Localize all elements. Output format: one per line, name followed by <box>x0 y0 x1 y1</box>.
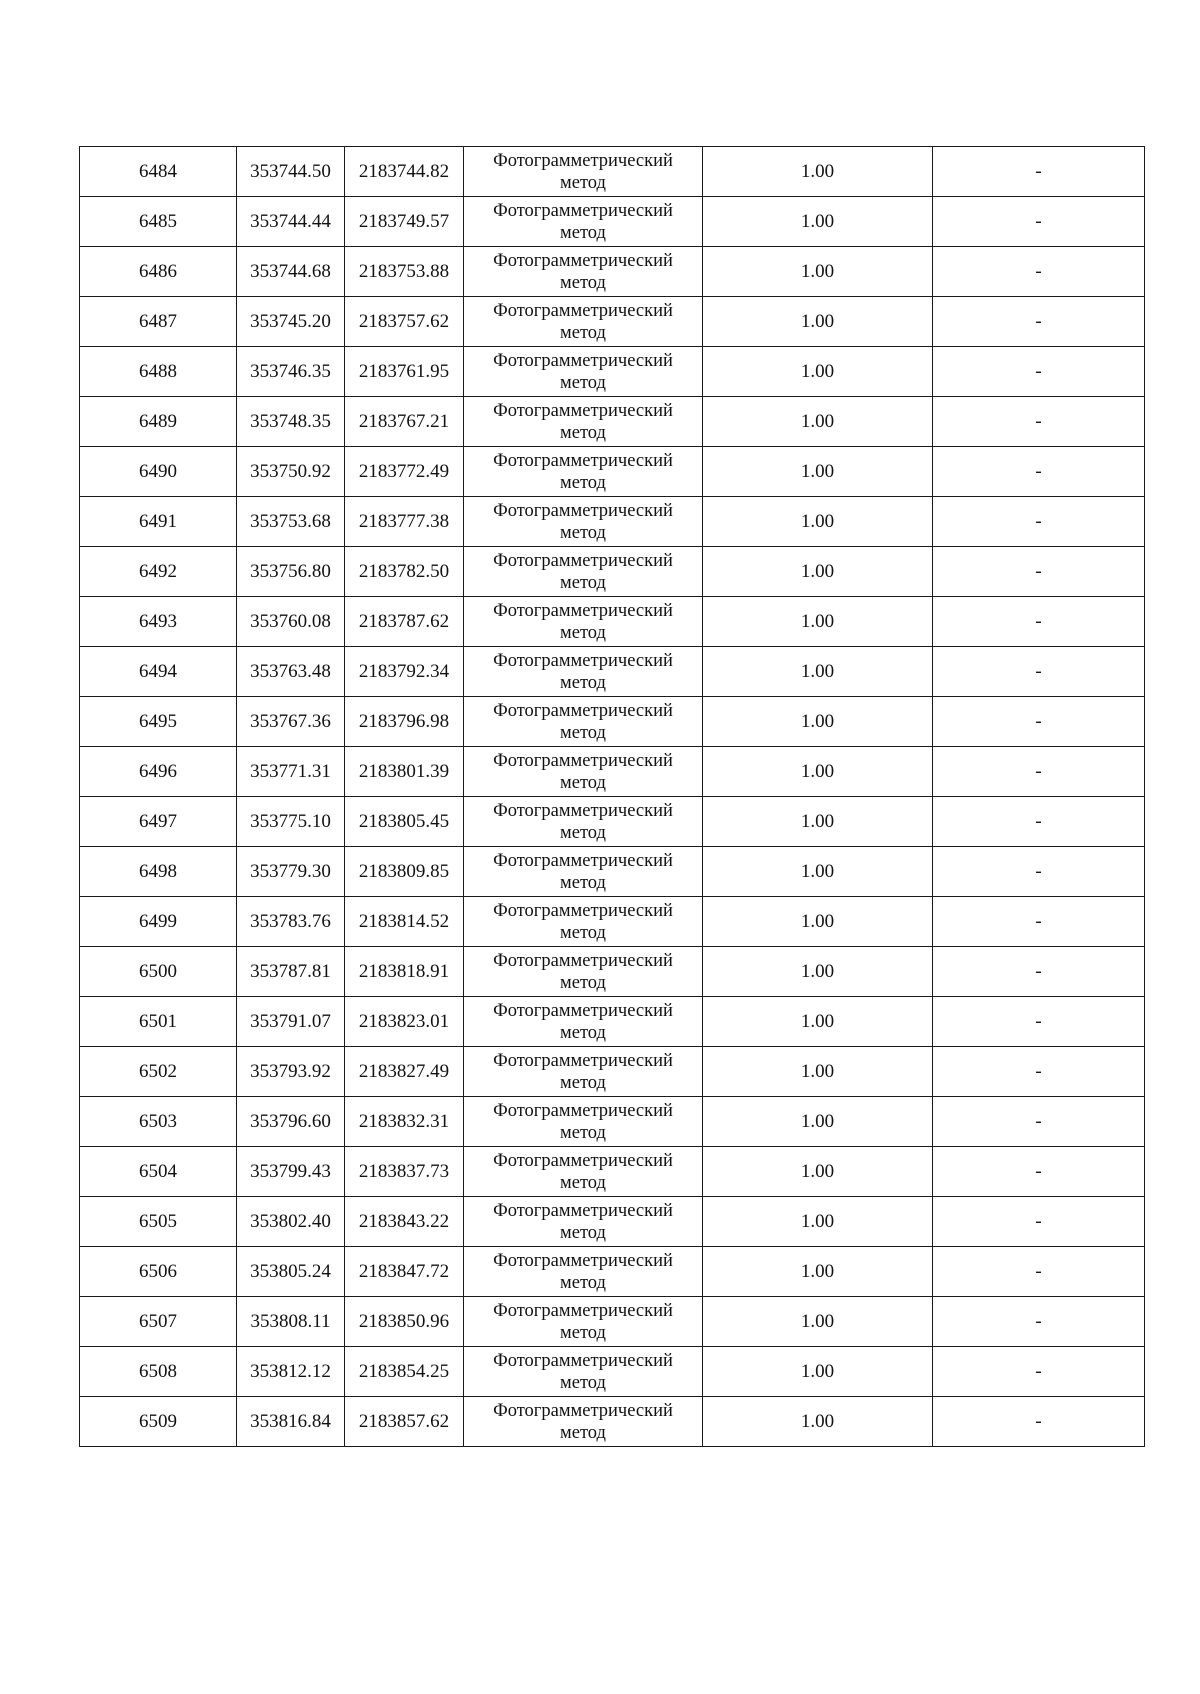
accuracy-cell: 1.00 <box>703 1147 933 1197</box>
x-coordinate-cell: 353802.40 <box>237 1197 345 1247</box>
note-cell: - <box>933 797 1145 847</box>
y-coordinate-cell: 2183827.49 <box>345 1047 464 1097</box>
y-coordinate-cell: 2183814.52 <box>345 897 464 947</box>
method-line-2: метод <box>560 822 606 843</box>
method-cell <box>464 397 703 447</box>
x-coordinate-cell: 353744.68 <box>237 247 345 297</box>
method-line-1: Фотограмметрический <box>493 950 673 971</box>
table-row <box>80 397 1145 447</box>
method-line-2: метод <box>560 772 606 793</box>
accuracy-cell: 1.00 <box>703 1397 933 1447</box>
method-line-2: метод <box>560 872 606 893</box>
point-number-cell: 6505 <box>80 1197 237 1247</box>
x-coordinate-cell: 353771.31 <box>237 747 345 797</box>
point-number-cell: 6504 <box>80 1147 237 1197</box>
method-line-2: метод <box>560 522 606 543</box>
y-coordinate-cell: 2183782.50 <box>345 547 464 597</box>
method-cell <box>464 297 703 347</box>
table-row <box>80 1097 1145 1147</box>
point-number-cell: 6508 <box>80 1347 237 1397</box>
y-coordinate-cell: 2183832.31 <box>345 1097 464 1147</box>
note-cell: - <box>933 297 1145 347</box>
method-cell <box>464 597 703 647</box>
method-cell <box>464 847 703 897</box>
method-line-2: метод <box>560 922 606 943</box>
x-coordinate-cell: 353791.07 <box>237 997 345 1047</box>
method-line-2: метод <box>560 722 606 743</box>
point-number-cell: 6501 <box>80 997 237 1047</box>
point-number-cell: 6498 <box>80 847 237 897</box>
y-coordinate-cell: 2183801.39 <box>345 747 464 797</box>
y-coordinate-cell: 2183787.62 <box>345 597 464 647</box>
point-number-cell: 6494 <box>80 647 237 697</box>
x-coordinate-cell: 353787.81 <box>237 947 345 997</box>
y-coordinate-cell: 2183761.95 <box>345 347 464 397</box>
method-line-1: Фотограмметрический <box>493 750 673 771</box>
method-line-2: метод <box>560 1322 606 1343</box>
table-row <box>80 497 1145 547</box>
note-cell: - <box>933 197 1145 247</box>
accuracy-cell: 1.00 <box>703 197 933 247</box>
x-coordinate-cell: 353816.84 <box>237 1397 345 1447</box>
table-row <box>80 197 1145 247</box>
note-cell: - <box>933 847 1145 897</box>
y-coordinate-cell: 2183850.96 <box>345 1297 464 1347</box>
method-cell <box>464 647 703 697</box>
y-coordinate-cell: 2183823.01 <box>345 997 464 1047</box>
method-cell <box>464 147 703 197</box>
method-line-1: Фотограмметрический <box>493 1300 673 1321</box>
x-coordinate-cell: 353767.36 <box>237 697 345 747</box>
accuracy-cell: 1.00 <box>703 1247 933 1297</box>
table-row <box>80 1047 1145 1097</box>
method-line-2: метод <box>560 422 606 443</box>
accuracy-cell: 1.00 <box>703 797 933 847</box>
method-line-1: Фотограмметрический <box>493 1350 673 1371</box>
y-coordinate-cell: 2183767.21 <box>345 397 464 447</box>
method-cell <box>464 1247 703 1297</box>
method-line-2: метод <box>560 572 606 593</box>
accuracy-cell: 1.00 <box>703 747 933 797</box>
method-line-1: Фотограмметрический <box>493 1050 673 1071</box>
note-cell: - <box>933 1297 1145 1347</box>
note-cell: - <box>933 997 1145 1047</box>
method-line-1: Фотограмметрический <box>493 1250 673 1271</box>
method-line-2: метод <box>560 1022 606 1043</box>
accuracy-cell: 1.00 <box>703 1047 933 1097</box>
x-coordinate-cell: 353805.24 <box>237 1247 345 1297</box>
note-cell: - <box>933 947 1145 997</box>
method-line-1: Фотограмметрический <box>493 650 673 671</box>
method-cell <box>464 797 703 847</box>
method-line-1: Фотограмметрический <box>493 400 673 421</box>
note-cell: - <box>933 347 1145 397</box>
method-cell <box>464 447 703 497</box>
method-line-2: метод <box>560 1372 606 1393</box>
x-coordinate-cell: 353779.30 <box>237 847 345 897</box>
note-cell: - <box>933 147 1145 197</box>
method-line-1: Фотограмметрический <box>493 1150 673 1171</box>
method-cell <box>464 897 703 947</box>
table-row <box>80 1297 1145 1347</box>
point-number-cell: 6503 <box>80 1097 237 1147</box>
x-coordinate-cell: 353756.80 <box>237 547 345 597</box>
method-line-1: Фотограмметрический <box>493 1100 673 1121</box>
method-line-1: Фотограмметрический <box>493 1000 673 1021</box>
note-cell: - <box>933 1197 1145 1247</box>
note-cell: - <box>933 1247 1145 1297</box>
method-cell <box>464 697 703 747</box>
x-coordinate-cell: 353793.92 <box>237 1047 345 1097</box>
accuracy-cell: 1.00 <box>703 347 933 397</box>
y-coordinate-cell: 2183744.82 <box>345 147 464 197</box>
method-line-1: Фотограмметрический <box>493 250 673 271</box>
method-line-2: метод <box>560 1072 606 1093</box>
note-cell: - <box>933 1097 1145 1147</box>
accuracy-cell: 1.00 <box>703 597 933 647</box>
note-cell: - <box>933 397 1145 447</box>
table-row <box>80 647 1145 697</box>
note-cell: - <box>933 497 1145 547</box>
coordinates-table <box>79 146 1145 1447</box>
x-coordinate-cell: 353744.50 <box>237 147 345 197</box>
point-number-cell: 6500 <box>80 947 237 997</box>
note-cell: - <box>933 1347 1145 1397</box>
note-cell: - <box>933 1397 1145 1447</box>
accuracy-cell: 1.00 <box>703 547 933 597</box>
method-cell <box>464 1097 703 1147</box>
method-cell <box>464 1397 703 1447</box>
accuracy-cell: 1.00 <box>703 497 933 547</box>
method-cell <box>464 1297 703 1347</box>
accuracy-cell: 1.00 <box>703 947 933 997</box>
method-line-1: Фотограмметрический <box>493 300 673 321</box>
table-row <box>80 1247 1145 1297</box>
note-cell: - <box>933 897 1145 947</box>
note-cell: - <box>933 647 1145 697</box>
method-cell <box>464 997 703 1047</box>
method-line-1: Фотограмметрический <box>493 350 673 371</box>
accuracy-cell: 1.00 <box>703 697 933 747</box>
method-cell <box>464 497 703 547</box>
accuracy-cell: 1.00 <box>703 397 933 447</box>
method-line-1: Фотограмметрический <box>493 200 673 221</box>
note-cell: - <box>933 697 1145 747</box>
y-coordinate-cell: 2183809.85 <box>345 847 464 897</box>
x-coordinate-cell: 353746.35 <box>237 347 345 397</box>
note-cell: - <box>933 1147 1145 1197</box>
table-row <box>80 697 1145 747</box>
accuracy-cell: 1.00 <box>703 1197 933 1247</box>
method-line-2: метод <box>560 1222 606 1243</box>
point-number-cell: 6490 <box>80 447 237 497</box>
table-row <box>80 897 1145 947</box>
accuracy-cell: 1.00 <box>703 897 933 947</box>
x-coordinate-cell: 353760.08 <box>237 597 345 647</box>
method-line-1: Фотограмметрический <box>493 500 673 521</box>
method-line-2: метод <box>560 1122 606 1143</box>
table-row <box>80 347 1145 397</box>
method-line-2: метод <box>560 672 606 693</box>
table-body <box>80 147 1145 1447</box>
y-coordinate-cell: 2183805.45 <box>345 797 464 847</box>
point-number-cell: 6493 <box>80 597 237 647</box>
point-number-cell: 6487 <box>80 297 237 347</box>
method-line-1: Фотограмметрический <box>493 450 673 471</box>
point-number-cell: 6507 <box>80 1297 237 1347</box>
y-coordinate-cell: 2183749.57 <box>345 197 464 247</box>
y-coordinate-cell: 2183792.34 <box>345 647 464 697</box>
point-number-cell: 6495 <box>80 697 237 747</box>
method-line-1: Фотограмметрический <box>493 850 673 871</box>
x-coordinate-cell: 353783.76 <box>237 897 345 947</box>
x-coordinate-cell: 353744.44 <box>237 197 345 247</box>
x-coordinate-cell: 353812.12 <box>237 1347 345 1397</box>
table-row <box>80 997 1145 1047</box>
method-line-2: метод <box>560 272 606 293</box>
accuracy-cell: 1.00 <box>703 247 933 297</box>
table-row <box>80 547 1145 597</box>
accuracy-cell: 1.00 <box>703 1347 933 1397</box>
method-line-1: Фотограмметрический <box>493 600 673 621</box>
method-cell <box>464 247 703 297</box>
table-row <box>80 797 1145 847</box>
y-coordinate-cell: 2183847.72 <box>345 1247 464 1297</box>
point-number-cell: 6484 <box>80 147 237 197</box>
method-cell <box>464 197 703 247</box>
table-row <box>80 297 1145 347</box>
table-row <box>80 1197 1145 1247</box>
method-line-2: метод <box>560 172 606 193</box>
method-line-2: метод <box>560 1422 606 1443</box>
accuracy-cell: 1.00 <box>703 647 933 697</box>
method-line-2: метод <box>560 1172 606 1193</box>
method-line-1: Фотограмметрический <box>493 150 673 171</box>
y-coordinate-cell: 2183757.62 <box>345 297 464 347</box>
method-line-2: метод <box>560 972 606 993</box>
note-cell: - <box>933 447 1145 497</box>
x-coordinate-cell: 353808.11 <box>237 1297 345 1347</box>
method-cell <box>464 1347 703 1397</box>
note-cell: - <box>933 747 1145 797</box>
table-row <box>80 1397 1145 1447</box>
accuracy-cell: 1.00 <box>703 1297 933 1347</box>
x-coordinate-cell: 353750.92 <box>237 447 345 497</box>
y-coordinate-cell: 2183818.91 <box>345 947 464 997</box>
y-coordinate-cell: 2183843.22 <box>345 1197 464 1247</box>
y-coordinate-cell: 2183772.49 <box>345 447 464 497</box>
point-number-cell: 6491 <box>80 497 237 547</box>
accuracy-cell: 1.00 <box>703 447 933 497</box>
accuracy-cell: 1.00 <box>703 847 933 897</box>
method-line-1: Фотограмметрический <box>493 900 673 921</box>
method-line-1: Фотограмметрический <box>493 700 673 721</box>
point-number-cell: 6502 <box>80 1047 237 1097</box>
method-cell <box>464 1197 703 1247</box>
table-row <box>80 447 1145 497</box>
point-number-cell: 6486 <box>80 247 237 297</box>
method-line-2: метод <box>560 322 606 343</box>
y-coordinate-cell: 2183854.25 <box>345 1347 464 1397</box>
point-number-cell: 6492 <box>80 547 237 597</box>
method-line-1: Фотограмметрический <box>493 1200 673 1221</box>
point-number-cell: 6496 <box>80 747 237 797</box>
table-row <box>80 847 1145 897</box>
method-line-1: Фотограмметрический <box>493 800 673 821</box>
y-coordinate-cell: 2183777.38 <box>345 497 464 547</box>
method-cell <box>464 1147 703 1197</box>
x-coordinate-cell: 353763.48 <box>237 647 345 697</box>
accuracy-cell: 1.00 <box>703 147 933 197</box>
y-coordinate-cell: 2183796.98 <box>345 697 464 747</box>
point-number-cell: 6509 <box>80 1397 237 1447</box>
x-coordinate-cell: 353775.10 <box>237 797 345 847</box>
method-line-2: метод <box>560 372 606 393</box>
table-row <box>80 1147 1145 1197</box>
note-cell: - <box>933 547 1145 597</box>
note-cell: - <box>933 247 1145 297</box>
method-cell <box>464 947 703 997</box>
method-line-2: метод <box>560 222 606 243</box>
y-coordinate-cell: 2183837.73 <box>345 1147 464 1197</box>
method-cell <box>464 747 703 797</box>
accuracy-cell: 1.00 <box>703 297 933 347</box>
method-cell <box>464 1047 703 1097</box>
method-cell <box>464 347 703 397</box>
table-row <box>80 247 1145 297</box>
table-row <box>80 597 1145 647</box>
method-line-1: Фотограмметрический <box>493 1400 673 1421</box>
point-number-cell: 6485 <box>80 197 237 247</box>
note-cell: - <box>933 597 1145 647</box>
x-coordinate-cell: 353748.35 <box>237 397 345 447</box>
x-coordinate-cell: 353796.60 <box>237 1097 345 1147</box>
y-coordinate-cell: 2183753.88 <box>345 247 464 297</box>
method-line-2: метод <box>560 622 606 643</box>
x-coordinate-cell: 353745.20 <box>237 297 345 347</box>
table-row <box>80 1347 1145 1397</box>
table-row <box>80 947 1145 997</box>
table-row <box>80 147 1145 197</box>
method-line-1: Фотограмметрический <box>493 550 673 571</box>
method-cell <box>464 547 703 597</box>
method-line-2: метод <box>560 1272 606 1293</box>
x-coordinate-cell: 353753.68 <box>237 497 345 547</box>
table-row <box>80 747 1145 797</box>
point-number-cell: 6499 <box>80 897 237 947</box>
x-coordinate-cell: 353799.43 <box>237 1147 345 1197</box>
point-number-cell: 6506 <box>80 1247 237 1297</box>
accuracy-cell: 1.00 <box>703 1097 933 1147</box>
point-number-cell: 6489 <box>80 397 237 447</box>
method-line-2: метод <box>560 472 606 493</box>
accuracy-cell: 1.00 <box>703 997 933 1047</box>
point-number-cell: 6488 <box>80 347 237 397</box>
point-number-cell: 6497 <box>80 797 237 847</box>
note-cell: - <box>933 1047 1145 1097</box>
y-coordinate-cell: 2183857.62 <box>345 1397 464 1447</box>
